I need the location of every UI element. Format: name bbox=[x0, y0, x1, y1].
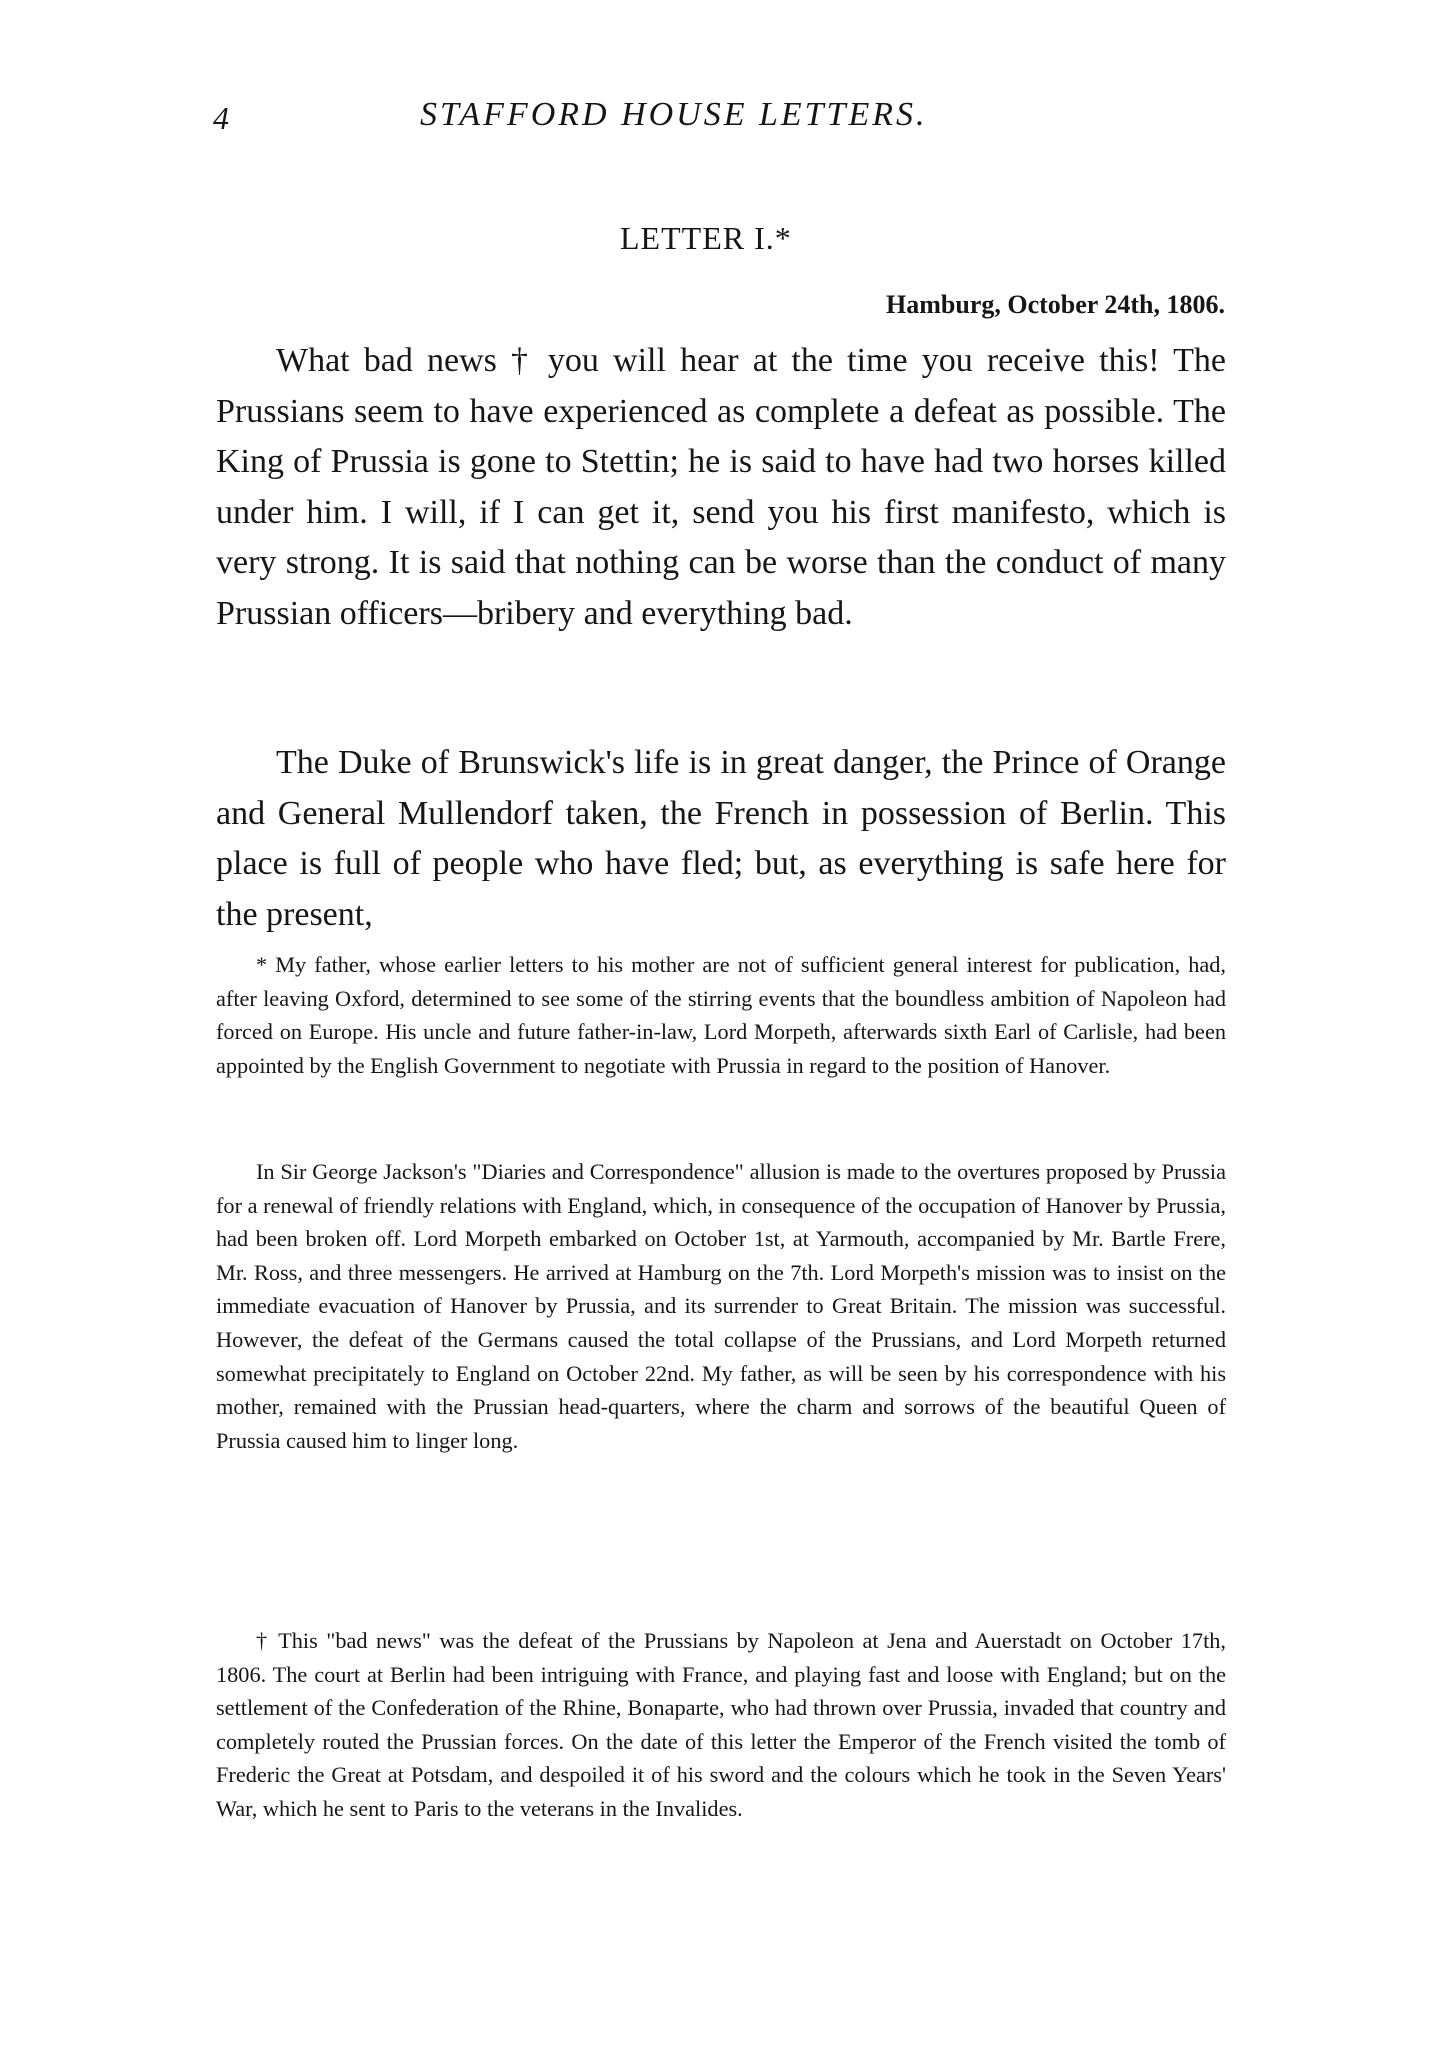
footnote-asterisk: * My father, whose earlier letters to his mother are not of sufficient general interest for publication, had, after leaving Oxford, determined to see some of the stirring events that the boundless ambition of Napoleon had forced on Europe. His uncle and future father-in-law, Lord Morpeth, afterwards sixth Earl of Carlisle, had been appointed by the English Government to negotiate with Prussia in regard to the position of Hanover. bbox=[216, 952, 1226, 1078]
letter-heading: LETTER I.* bbox=[620, 220, 792, 256]
page-number: 4 bbox=[213, 100, 229, 136]
running-head: STAFFORD HOUSE LETTERS. bbox=[420, 96, 928, 133]
dateline: Hamburg, October 24th, 1806. bbox=[886, 290, 1225, 319]
footnote-dagger: † This "bad news" was the defeat of the Prussians by Napoleon at Jena and Auerstadt on October 17th, 1806. The court at Berlin had been intriguing with France, and playing fast and loose with England; but on the settlement of the Confederation of the Rhine, Bonaparte, who had thrown over Prussia, invaded that country and completely routed the Prussian forces. On the date of this letter the Emperor of the French visited the tomb of Frederic the Great at Potsdam, and despoiled it of his sword and the colours which he took in the Seven Years' War, which he sent to Paris to the veterans in the Invalides. bbox=[216, 1628, 1226, 1821]
footnote-asterisk-continued: In Sir George Jackson's "Diaries and Correspondence" allusion is made to the overtures proposed by Prussia for a renewal of friendly relations with England, which, in consequence of the occupation of Hanover by Prussia, had been broken off. Lord Morpeth embarked on October 1st, at Yarmouth, accompanied by Mr. Bartle Frere, Mr. Ross, and three messengers. He arrived at Hamburg on the 7th. Lord Morpeth's mission was to insist on the immediate evacuation of Hanover by Prussia, and its surrender to Great Britain. The mission was successful. However, the defeat of the Germans caused the total collapse of the Prussians, and Lord Morpeth returned somewhat precipitately to England on October 22nd. My father, as will be seen by his correspondence with his mother, remained with the Prussian head-quarters, where the charm and sorrows of the beautiful Queen of Prussia caused him to linger long. bbox=[216, 1159, 1226, 1453]
letter-paragraph-1: What bad news † you will hear at the time you receive this! The Prussians seem to have experienced as complete a defeat as possible. The King of Prussia is gone to Stettin; he is said to have had two horses killed under him. I will, if I can get it, send you his first manifesto, which is very strong. It is said that nothing can be worse than the conduct of many Prussian officers—bribery and everything bad. bbox=[216, 342, 1226, 632]
letter-paragraph-2: The Duke of Brunswick's life is in great danger, the Prince of Orange and General Mullendorf taken, the French in possession of Berlin. This place is full of people who have fled; but, as everything is safe here for the present, bbox=[216, 744, 1226, 933]
